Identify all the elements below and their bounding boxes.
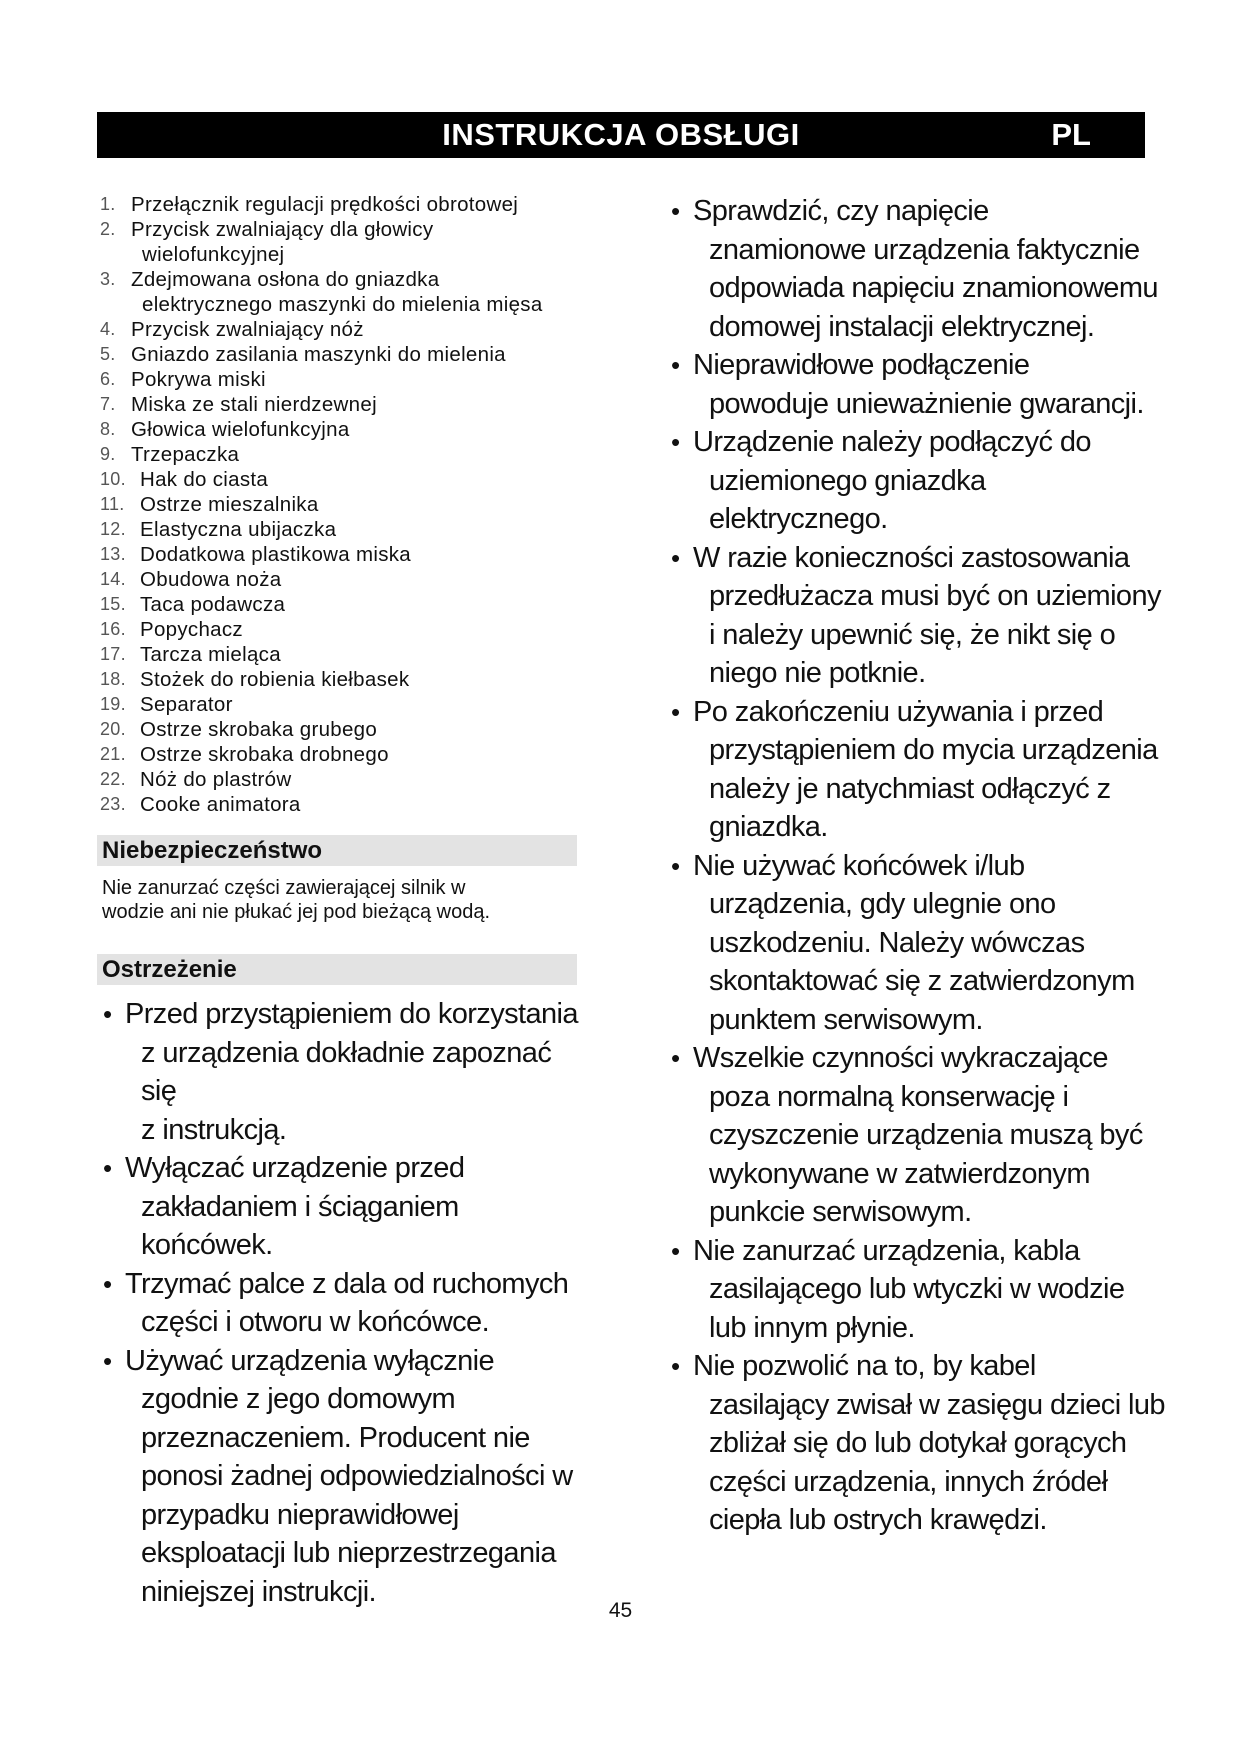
bullet-dot-icon: • xyxy=(103,999,112,1029)
bullet-line: W razie konieczności zastosowania xyxy=(693,541,1130,574)
part-label: Popychacz xyxy=(140,618,243,641)
bullet-line: eksploatacji lub nieprzestrzegania xyxy=(141,1537,556,1569)
bullet-dot-icon: • xyxy=(671,542,680,573)
bullet-line: uszkodzeniu. Należy wówczas xyxy=(709,926,1085,959)
warning-bullet xyxy=(665,847,1185,1040)
part-item xyxy=(97,267,582,317)
bullet-line: końcówek. xyxy=(141,1229,273,1261)
part-item xyxy=(97,367,582,392)
part-number: 11. xyxy=(100,494,125,514)
part-label: Miska ze stali nierdzewnej xyxy=(131,393,377,416)
warning-bullet xyxy=(665,192,1185,346)
part-item xyxy=(97,717,582,742)
part-item xyxy=(97,642,582,667)
part-number: 23. xyxy=(100,794,126,814)
part-item xyxy=(97,792,582,817)
part-number: 12. xyxy=(100,519,126,539)
bullet-line: zakładaniem i ściąganiem xyxy=(141,1190,459,1223)
bullet-line: Nie pozwolić na to, by kabel xyxy=(693,1350,1036,1382)
bullet-line: wykonywane w zatwierdzonym xyxy=(709,1157,1090,1190)
bullet-line: niniejszej instrukcji. xyxy=(141,1575,376,1608)
part-item xyxy=(97,217,582,267)
part-item xyxy=(97,442,582,467)
warning-heading: Ostrzeżenie xyxy=(97,954,577,985)
bullet-line: i należy upewnić się, że nikt się o xyxy=(709,618,1116,651)
danger-heading: Niebezpieczeństwo xyxy=(97,835,577,866)
part-item xyxy=(97,542,582,567)
part-number: 2. xyxy=(100,219,116,239)
bullet-line: przedłużacza musi być on uziemiony xyxy=(709,580,1161,612)
bullet-line: części urządzenia, innych źródeł xyxy=(709,1465,1108,1498)
part-label: Separator xyxy=(140,693,233,716)
danger-line: Nie zanurzać części zawierającej silnik w xyxy=(102,877,466,899)
header-bar xyxy=(97,112,1145,158)
bullet-line: czyszczenie urządzenia muszą być xyxy=(709,1119,1143,1151)
warning-bullet xyxy=(665,693,1185,847)
bullet-line: domowej instalacji elektrycznej. xyxy=(709,310,1095,343)
part-label: Przełącznik regulacji prędkości obrotowej xyxy=(131,193,519,216)
part-item xyxy=(97,567,582,592)
bullet-line: zasilającego lub wtyczki w wodzie xyxy=(709,1273,1125,1305)
bullet-dot-icon: • xyxy=(671,1351,680,1381)
bullet-line: przypadku nieprawidłowej xyxy=(141,1498,459,1531)
part-label: Hak do ciasta xyxy=(140,468,269,491)
part-item xyxy=(97,342,582,367)
part-number: 6. xyxy=(100,369,116,389)
part-number: 17. xyxy=(100,644,126,664)
danger-text xyxy=(97,876,577,924)
warning-bullet xyxy=(97,1265,582,1342)
language-code: PL xyxy=(1051,117,1091,152)
part-item xyxy=(97,467,582,492)
bullet-line: skontaktować się z zatwierdzonym xyxy=(709,965,1135,997)
bullet-line: punktem serwisowym. xyxy=(709,1003,983,1036)
part-item xyxy=(97,392,582,417)
bullet-line: Urządzenie należy podłączyć do xyxy=(693,426,1091,458)
bullet-line: ponosi żadnej odpowiedzialności w xyxy=(141,1460,573,1492)
bullet-line: zgodnie z jego domowym xyxy=(141,1383,456,1415)
part-label: Nóż do plastrów xyxy=(140,768,292,791)
warning-list-right xyxy=(665,192,1185,1540)
bullet-line: poza normalną konserwację i xyxy=(709,1080,1069,1113)
part-label: Dodatkowa plastikowa miska xyxy=(140,543,411,566)
bullet-line: uziemionego gniazdka xyxy=(709,464,986,497)
page-number: 45 xyxy=(608,1599,633,1622)
part-item xyxy=(97,767,582,792)
part-number: 8. xyxy=(100,419,116,439)
bullet-line: z urządzenia dokładnie zapoznać się xyxy=(141,1036,552,1107)
bullet-line: przystąpieniem do mycia urządzenia xyxy=(709,734,1158,766)
part-label: Taca podawcza xyxy=(140,593,286,616)
bullet-dot-icon: • xyxy=(671,1235,680,1266)
bullet-dot-icon: • xyxy=(103,1153,112,1183)
bullet-line: znamionowe urządzenia faktycznie xyxy=(709,233,1140,266)
part-item xyxy=(97,692,582,717)
bullet-dot-icon: • xyxy=(671,350,680,380)
bullet-dot-icon: • xyxy=(671,427,680,457)
bullet-line: Trzymać palce z dala od ruchomych xyxy=(125,1267,569,1300)
bullet-line: elektrycznego. xyxy=(709,503,888,535)
part-item xyxy=(97,742,582,767)
part-label: Gniazdo zasilania maszynki do mielenia xyxy=(131,343,506,366)
bullet-line: zasilający zwisał w zasięgu dzieci lub xyxy=(709,1388,1165,1421)
bullet-line: punkcie serwisowym. xyxy=(709,1196,972,1228)
part-number: 1. xyxy=(100,194,116,214)
bullet-line: przeznaczeniem. Producent nie xyxy=(141,1421,530,1454)
part-item xyxy=(97,667,582,692)
bullet-line: Nie używać końcówek i/lub xyxy=(693,849,1025,882)
bullet-dot-icon: • xyxy=(671,696,680,727)
bullet-line: Wyłączać urządzenie przed xyxy=(125,1152,465,1184)
part-label: elektrycznego maszynki do mielenia mięsa xyxy=(142,293,543,316)
part-item xyxy=(97,317,582,342)
part-label: wielofunkcyjnej xyxy=(142,243,285,266)
left-column xyxy=(97,192,582,1611)
part-item xyxy=(97,417,582,442)
warning-bullet xyxy=(665,423,1185,539)
part-label: Trzepaczka xyxy=(131,443,240,466)
part-number: 20. xyxy=(100,719,126,739)
bullet-line: części i otworu w końcówce. xyxy=(141,1306,490,1338)
part-item xyxy=(97,592,582,617)
bullet-line: z instrukcją. xyxy=(141,1113,287,1146)
part-label: Stożek do robienia kiełbasek xyxy=(140,668,410,691)
part-label: Elastyczna ubijaczka xyxy=(140,518,337,541)
part-number: 4. xyxy=(100,319,116,339)
part-label: Pokrywa miski xyxy=(131,368,266,391)
bullet-dot-icon: • xyxy=(103,1268,112,1299)
bullet-dot-icon: • xyxy=(671,1043,680,1073)
bullet-line: Wszelkie czynności wykraczające xyxy=(693,1042,1108,1074)
part-label: Przycisk zwalniający nóż xyxy=(131,318,364,341)
part-label: Ostrze skrobaka drobnego xyxy=(140,743,389,766)
part-label: Ostrze mieszalnika xyxy=(140,493,319,516)
part-item xyxy=(97,192,582,217)
warning-list-left xyxy=(97,995,582,1611)
part-number: 13. xyxy=(100,544,126,564)
part-label: Cooke animatora xyxy=(140,793,301,816)
bullet-line: Przed przystąpieniem do korzystania xyxy=(125,998,578,1030)
parts-list xyxy=(97,192,582,817)
bullet-line: Używać urządzenia wyłącznie xyxy=(125,1344,495,1377)
bullet-line: należy je natychmiast odłączyć z xyxy=(709,772,1111,805)
part-item xyxy=(97,617,582,642)
bullet-line: powoduje unieważnienie gwarancji. xyxy=(709,387,1144,420)
part-number: 14. xyxy=(100,569,126,589)
bullet-dot-icon: • xyxy=(671,196,680,226)
warning-bullet xyxy=(665,346,1185,423)
bullet-line: urządzenia, gdy ulegnie ono xyxy=(709,888,1056,920)
part-number: 18. xyxy=(100,669,126,689)
bullet-dot-icon: • xyxy=(671,850,680,881)
bullet-line: Nie zanurzać urządzenia, kabla xyxy=(693,1234,1080,1267)
part-number: 3. xyxy=(100,269,116,289)
warning-bullet xyxy=(665,1347,1185,1540)
part-number: 22. xyxy=(100,769,126,789)
part-item xyxy=(97,492,582,517)
bullet-line: zbliżał się do lub dotykał gorących xyxy=(709,1427,1127,1459)
part-number: 10. xyxy=(100,469,126,489)
part-item xyxy=(97,517,582,542)
right-column xyxy=(665,192,1185,1540)
bullet-line: Po zakończeniu używania i przed xyxy=(693,695,1104,728)
part-number: 15. xyxy=(100,594,126,614)
part-number: 9. xyxy=(100,444,116,464)
part-label: Tarcza mieląca xyxy=(140,643,281,666)
warning-bullet xyxy=(665,1232,1185,1348)
bullet-line: Sprawdzić, czy napięcie xyxy=(693,195,989,227)
bullet-line: niego nie potknie. xyxy=(709,657,926,689)
part-label: Głowica wielofunkcyjna xyxy=(131,418,350,441)
bullet-line: ciepła lub ostrych krawędzi. xyxy=(709,1504,1047,1536)
part-label: Zdejmowana osłona do gniazdka xyxy=(131,268,440,291)
part-number: 19. xyxy=(100,694,126,714)
warning-bullet xyxy=(97,995,582,1149)
warning-bullet xyxy=(665,1039,1185,1232)
document-title: INSTRUKCJA OBSŁUGI xyxy=(442,117,800,152)
warning-bullet xyxy=(665,539,1185,693)
bullet-line: gniazdka. xyxy=(709,811,828,843)
part-number: 7. xyxy=(100,394,116,414)
warning-bullet xyxy=(97,1342,582,1612)
part-label: Przycisk zwalniający dla głowicy xyxy=(131,218,434,241)
bullet-dot-icon: • xyxy=(103,1345,112,1376)
bullet-line: Nieprawidłowe podłączenie xyxy=(693,349,1030,381)
bullet-line: odpowiada napięciu znamionowemu xyxy=(709,272,1158,304)
danger-line: wodzie ani nie płukać jej pod bieżącą wodą. xyxy=(102,901,491,923)
part-label: Obudowa noża xyxy=(140,568,282,591)
part-number: 21. xyxy=(100,744,126,764)
bullet-line: lub innym płynie. xyxy=(709,1311,915,1344)
part-label: Ostrze skrobaka grubego xyxy=(140,718,378,741)
part-number: 5. xyxy=(100,344,116,364)
warning-bullet xyxy=(97,1149,582,1265)
part-number: 16. xyxy=(100,619,126,639)
